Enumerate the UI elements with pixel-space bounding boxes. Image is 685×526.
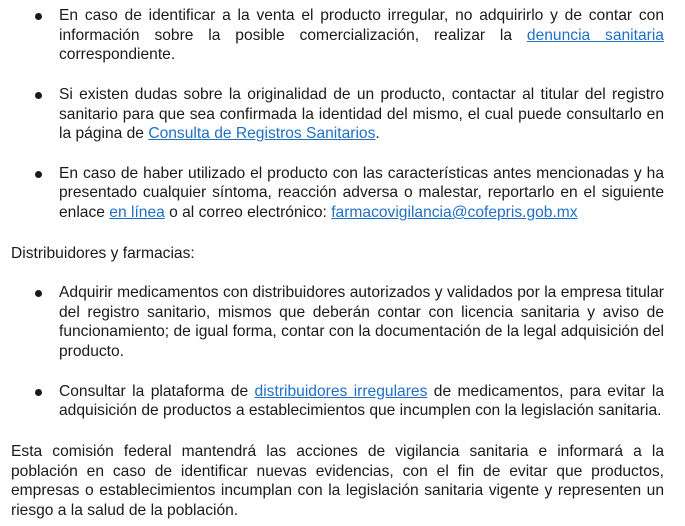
list-item: En caso de identificar a la venta el producto irregular, no adquirirlo y de contar con información sobre la posible comercialización, realizar la denuncia sanitaria correspondiente. bbox=[0, 6, 664, 65]
distributor-recommendations-list bbox=[0, 283, 685, 441]
list-item: Adquirir medicamentos con distribuidores autorizados y validados por la empresa titular del registro sanitario, mismos que deberán contar con licencia sanitaria y aviso de funcionamiento; de igual forma, contar con la documentación de la legal adquisición del producto. bbox=[0, 283, 664, 362]
en-linea-link[interactable]: en línea bbox=[109, 204, 165, 221]
consulta-registros-sanitarios-link[interactable]: Consulta de Registros Sanitarios bbox=[148, 125, 376, 143]
section-heading: Distribuidores y farmacias: bbox=[11, 245, 195, 262]
denuncia-sanitaria-link[interactable]: denuncia sanitaria bbox=[526, 26, 664, 44]
consumer-recommendations-list bbox=[0, 6, 685, 242]
list-item: Si existen dudas sobre la originalidad de un producto, contactar al titular del registro sanitario para que sea confirmada la identidad del mismo, el cual puede consultarlo en la página de Consulta de Registros Sanitarios. bbox=[0, 85, 664, 144]
farmacovigilancia-email-link[interactable]: farmacovigilancia@cofepris.gob.mx bbox=[331, 204, 578, 221]
list-item: Consultar la plataforma de distribuidores irregulares de medicamentos, para evitar la adquisición de productos a establecimientos que incumplen con la legislación sanitaria. bbox=[0, 382, 664, 421]
distribuidores-irregulares-link[interactable]: distribuidores irregulares bbox=[254, 382, 428, 400]
list-item: En caso de haber utilizado el producto con las características antes mencionadas y ha presentado cualquier síntoma, reacción adversa o malestar, reportarlo en el siguiente enlace en línea o al correo electrónico: farmacovigilancia@cofepris.gob.mx bbox=[0, 164, 664, 223]
closing-paragraph: Esta comisión federal mantendrá las acciones de vigilancia sanitaria e informará a la población en caso de identificar nuevas evidencias, con el fin de evitar que productos, empresas o establecimientos incumplan con la legislación sanitaria vigente y representen un riesgo a la salud de la población. bbox=[11, 443, 664, 520]
